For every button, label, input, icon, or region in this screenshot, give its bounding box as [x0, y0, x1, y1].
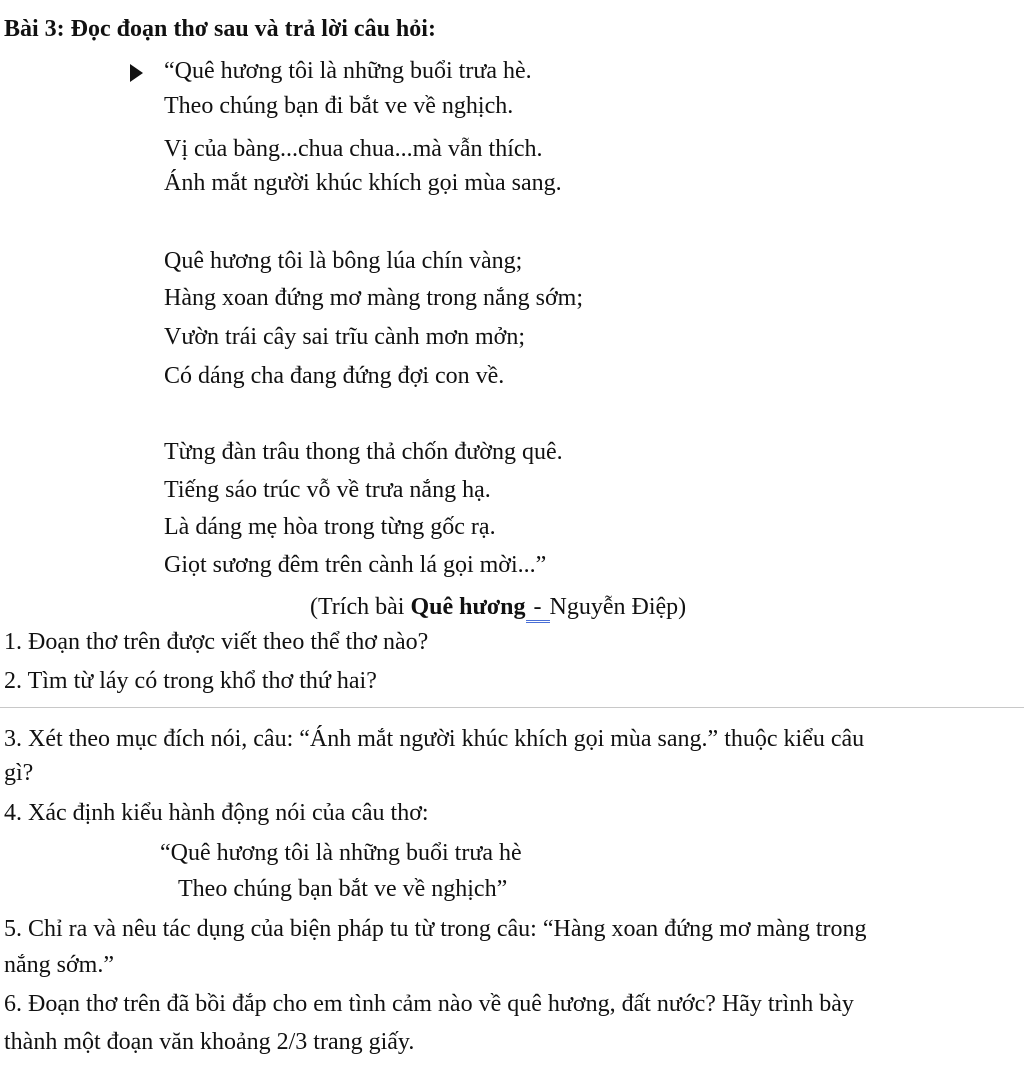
source-prefix: (Trích bài	[310, 594, 411, 620]
poem-line: Là dáng mẹ hòa trong từng gốc rạ.	[164, 514, 496, 540]
question-5: 5. Chỉ ra và nêu tác dụng của biện pháp tu từ trong câu: “Hàng xoan đứng mơ màng trong	[4, 916, 867, 942]
source-work-title: Quê hương	[410, 594, 526, 620]
source-author: Nguyễn Điệp)	[549, 594, 687, 620]
question-2: 2. Tìm từ láy có trong khổ thơ thứ hai?	[4, 668, 377, 694]
source-separator: -	[526, 594, 550, 623]
poem-line: Từng đàn trâu thong thả chốn đường quê.	[164, 439, 563, 465]
poem-line: Quê hương tôi là bông lúa chín vàng;	[164, 248, 523, 274]
poem-line: Hàng xoan đứng mơ màng trong nắng sớm;	[164, 285, 584, 311]
question-4: 4. Xác định kiểu hành động nói của câu thơ:	[4, 800, 429, 826]
question-5-continued: nắng sớm.”	[4, 952, 115, 978]
poem-line: Vườn trái cây sai trĩu cành mơn mởn;	[164, 324, 525, 350]
section-divider	[0, 707, 1024, 708]
poem-line: Có dáng cha đang đứng đợi con về.	[164, 363, 505, 389]
question-3: 3. Xét theo mục đích nói, câu: “Ánh mắt người khúc khích gọi mùa sang.” thuộc kiểu câu	[4, 726, 865, 752]
exercise-title: Bài 3: Đọc đoạn thơ sau và trả lời câu hỏi:	[4, 16, 436, 42]
poem-source	[310, 592, 686, 622]
question-3-continued: gì?	[4, 760, 34, 786]
question-6: 6. Đoạn thơ trên đã bồi đắp cho em tình cảm nào về quê hương, đất nước? Hãy trình bày	[4, 991, 854, 1017]
bullet-arrow-icon	[130, 64, 143, 82]
question-4-quote: “Quê hương tôi là những buổi trưa hè	[160, 840, 522, 866]
poem-line: “Quê hương tôi là những buổi trưa hè.	[164, 58, 532, 84]
poem-line: Ánh mắt người khúc khích gọi mùa sang.	[164, 170, 562, 196]
poem-line: Tiếng sáo trúc vỗ về trưa nắng hạ.	[164, 477, 491, 503]
poem-line: Vị của bàng...chua chua...mà vẫn thích.	[164, 136, 543, 162]
question-1: 1. Đoạn thơ trên được viết theo thể thơ nào?	[4, 629, 429, 655]
question-4-quote: Theo chúng bạn bắt ve về nghịch”	[178, 876, 508, 902]
poem-line: Theo chúng bạn đi bắt ve về nghịch.	[164, 93, 514, 119]
question-6-continued: thành một đoạn văn khoảng 2/3 trang giấy.	[4, 1029, 415, 1055]
poem-line: Giọt sương đêm trên cành lá gọi mời...”	[164, 552, 547, 578]
